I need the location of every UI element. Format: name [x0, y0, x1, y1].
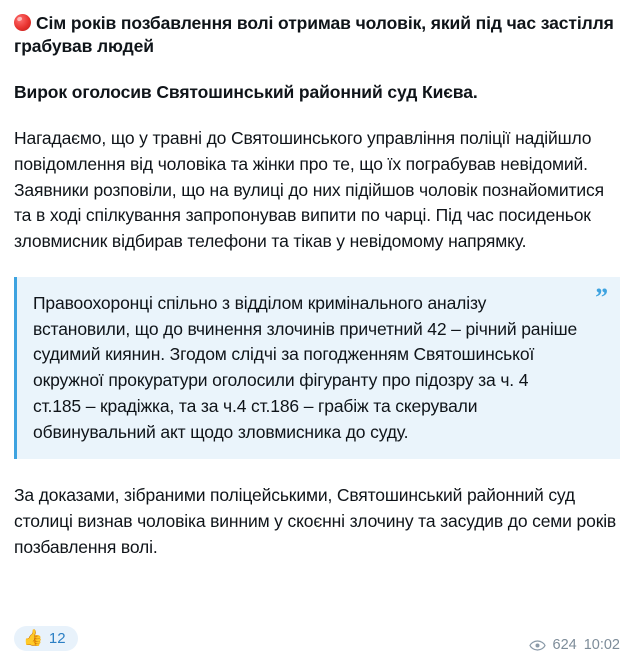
post-paragraph-1: Нагадаємо, що у травні до Святошинського управління поліції надійшло повідомлення від чоловіка та жінки про те, що їх пограбував невідомий. Заявники розповіли, що на вулиці до них підійшов чоловік познайомитися та в ході спілкування запропонував випити по чарці. Під час посиденьок зловмисник відбирав телефони та тікав у невідомому напрямку. — [14, 128, 604, 252]
quote-mark-icon: ” — [595, 282, 608, 312]
views-count: 624 — [552, 637, 577, 653]
post-footer — [14, 626, 620, 656]
post-paragraph-2: За доказами, зібраними поліцейськими, Святошинський районний суд столиці визнав чоловіка винним у скоєнні злочину та засудив до семи років позбавлення волі. — [14, 485, 617, 557]
post-quote-text: Правоохоронці спільно з відділом кримінального аналізу встановили, що до вчинення злочинів причетний 42 – річний раніше судимий киянин. Згодом слідчі за погодженням Святошинської окружної прокуратури оголосили фігуранту про підозру за ч. 4 ст.185 – крадіжка, та за ч.4 ст.186 – грабіж та скерували обвинувальний акт щодо зловмисника до суду. — [33, 292, 578, 442]
post-time: 10:02 — [583, 637, 620, 653]
post-subheadline: Вирок оголосив Святошинський районний суд Києва. — [14, 81, 478, 102]
post-headline-text: Сім років позбавлення волі отримав чоловік, який під час застілля грабував людей — [14, 13, 614, 57]
post-meta — [529, 637, 621, 653]
post-headline — [14, 12, 620, 59]
reaction-count: 12 — [48, 630, 66, 647]
eye-icon — [529, 640, 546, 651]
thumbs-up-icon: 👍 — [23, 629, 43, 647]
reaction-button[interactable] — [14, 626, 78, 651]
post-quote-block — [14, 277, 620, 459]
red-circle-icon — [14, 14, 31, 31]
